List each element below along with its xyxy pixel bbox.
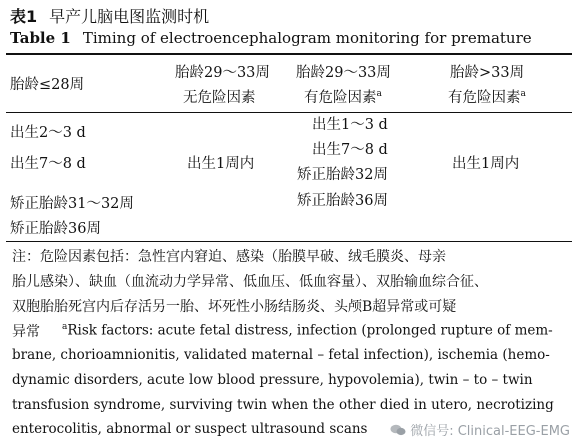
table-bottom-rule bbox=[6, 241, 572, 242]
cell-col4: 出生1周内 bbox=[452, 156, 520, 172]
table-label-cn: 表1 bbox=[10, 7, 38, 26]
wechat-icon bbox=[390, 424, 406, 436]
cell-col1-row2: 出生7～8 d bbox=[10, 156, 86, 172]
table-title-en-text: Timing of electroencephalogram monitoring for premature bbox=[82, 29, 532, 47]
header-col4-line1: 胎龄>33周 bbox=[450, 65, 525, 81]
cell-col3-row2: 出生7～8 d bbox=[312, 142, 388, 158]
cell-col3-row1: 出生1～3 d bbox=[312, 117, 388, 133]
cell-col1-row3: 矫正胎龄31～32周 bbox=[10, 196, 134, 212]
table-top-rule bbox=[6, 53, 572, 55]
note-cn-line3: 双胞胎胎死宫内后存活另一胎、坏死性小肠结肠炎、头颅B超异常或可疑 bbox=[12, 299, 457, 315]
header-col2-line1: 胎龄29～33周 bbox=[175, 65, 270, 81]
header-col3-line2: 有危险因素$^a$ bbox=[304, 89, 382, 106]
note-en-line5: enterocolitis, abnormal or suspect ultrasound scans bbox=[12, 421, 368, 437]
table-label-en: Table 1 bbox=[10, 29, 71, 47]
footnote-marker: a bbox=[520, 89, 526, 100]
header-col1: 胎龄≤28周 bbox=[10, 77, 85, 93]
header-col3-line1: 胎龄29～33周 bbox=[296, 65, 391, 81]
cell-col2: 出生1周内 bbox=[187, 156, 255, 172]
table-title-cn-text: 早产儿脑电图监测时机 bbox=[49, 7, 210, 26]
note-en-line3: dynamic disorders, acute low blood pressure, hypovolemia), twin – to – twin bbox=[12, 372, 533, 388]
note-cn-line1: 注：危险因素包括：急性宫内窘迫、感染（胎膜早破、绒毛膜炎、母亲 bbox=[12, 249, 446, 265]
note-cn-line2: 胎儿感染）、缺血（血流动力学异常、低血压、低血容量）、双胎输血综合征、 bbox=[12, 274, 488, 290]
cell-col1-row4: 矫正胎龄36周 bbox=[10, 221, 101, 237]
cell-col3-row4: 矫正胎龄36周 bbox=[297, 193, 388, 209]
note-en-line2: brane, chorioamnionitis, validated maternal – fetal infection), ischemia (hemo- bbox=[12, 347, 550, 363]
table-title-cn bbox=[10, 4, 209, 27]
watermark-text: 微信号: Clinical-EEG-EMG bbox=[410, 424, 570, 439]
header-col2-line2: 无危险因素 bbox=[183, 90, 256, 106]
table-title-en bbox=[10, 29, 532, 47]
cell-col3-row3: 矫正胎龄32周 bbox=[297, 167, 388, 183]
note-en-line4: transfusion syndrome, surviving twin when the other died in utero, necrotizing bbox=[12, 397, 554, 413]
note-en-line1: $^a$Risk factors: acute fetal distress, infection (prolonged rupture of mem- bbox=[62, 322, 553, 339]
watermark bbox=[390, 420, 570, 439]
cell-col1-row1: 出生2～3 d bbox=[10, 125, 86, 141]
note-cn-line4: 异常 bbox=[12, 324, 40, 340]
footnote-marker: a bbox=[376, 89, 382, 100]
table-header-rule bbox=[6, 112, 572, 113]
header-col4-line2: 有危险因素$^a$ bbox=[448, 89, 526, 106]
